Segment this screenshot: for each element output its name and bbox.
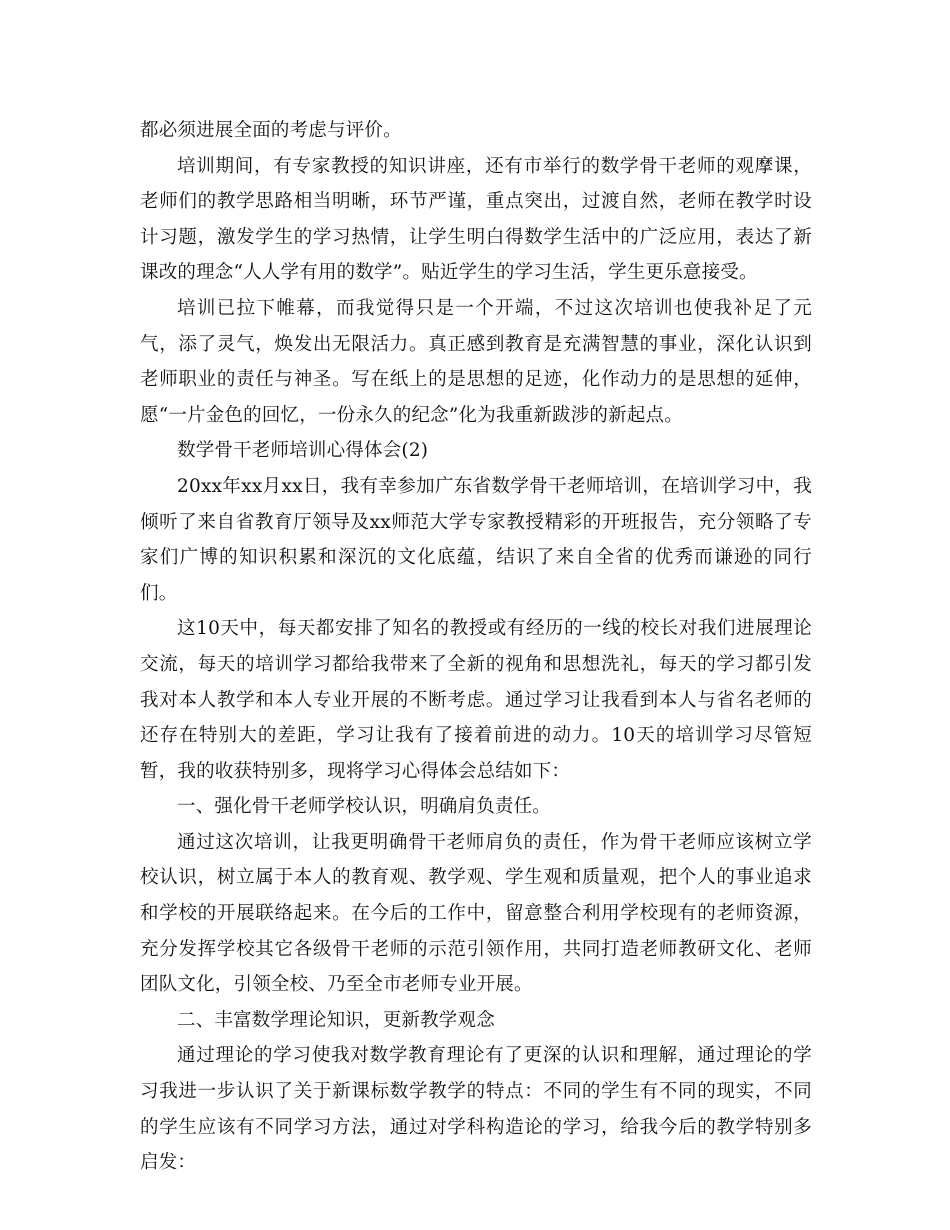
paragraph-ten-days: 这10天中，每天都安排了知名的教授或有经历的一线的校长对我们进展理论交流，每天的培训学习都给我带来了全新的视角和思想洗礼，每天的学习都引发我对本人教学和本人专业开展的不断考虑。通过学习让我看到本人与省名老师的还存在特别大的差距，学习让我有了接着前进的动力。10天的培训学习尽管短暂，我的收获特别多，现将学习心得体会总结如下： [140, 618, 812, 782]
document-body [140, 113, 812, 1181]
paragraph-point-one: 通过这次培训，让我更明确骨干老师肩负的责任，作为骨干老师应该树立学校认识，树立属于本人的教育观、教学观、学生观和质量观，把个人的事业追求和学校的开展联络起来。在今后的工作中，留意整合利用学校现有的老师资源，充分发挥学校其它各级骨干老师的示范引领作用，共同打造老师教研文化、老师团队文化，引领全校、乃至全市老师专业开展。 [140, 831, 812, 996]
section-title: 数学骨干老师培训心得体会(2) [177, 440, 429, 462]
paragraph-point-two: 通过理论的学习使我对数学教育理论有了更深的认识和理解，通过理论的学习我进一步认识了关于新课标数学教学的特点：不同的学生有不同的现实，不同的学生应该有不同学习方法，通过对学科构造论的学习，给我今后的教学特别多启发： [140, 1045, 812, 1174]
paragraph-continuation: 都必须进展全面的考虑与评价。 [140, 120, 402, 141]
heading-point-one: 一、强化骨干老师学校认识，明确肩负责任。 [177, 796, 552, 818]
paragraph-intro-date: 20xx年xx月xx日，我有幸参加广东省数学骨干老师培训，在培训学习中，我倾听了来自省教育厅领导及xx师范大学专家教授精彩的开班报告，充分领略了专家们广博的知识积累和深沉的文化底蕴，结识了来自全省的优秀而谦逊的同行们。 [140, 475, 812, 604]
paragraph-training-end: 培训已拉下帷幕，而我觉得只是一个开端，不过这次培训也使我补足了元气，添了灵气，焕发出无限活力。真正感到教育是充满智慧的事业，深化认识到老师职业的责任与神圣。写在纸上的是思想的足迹，化作动力的是思想的延伸，愿“一片金色的回忆，一份永久的纪念”化为我重新跋涉的新起点。 [140, 297, 812, 426]
heading-point-two: 二、丰富数学理论知识，更新教学观念 [177, 1009, 495, 1031]
paragraph-training-period: 培训期间，有专家教授的知识讲座，还有市举行的数学骨干老师的观摩课，老师们的教学思路相当明晰，环节严谨，重点突出，过渡自然，老师在教学时设计习题，激发学生的学习热情，让学生明白得数学生活中的广泛应用，表达了新课改的理念“人人学有用的数学”。贴近学生的学习生活，学生更乐意接受。 [140, 155, 812, 284]
